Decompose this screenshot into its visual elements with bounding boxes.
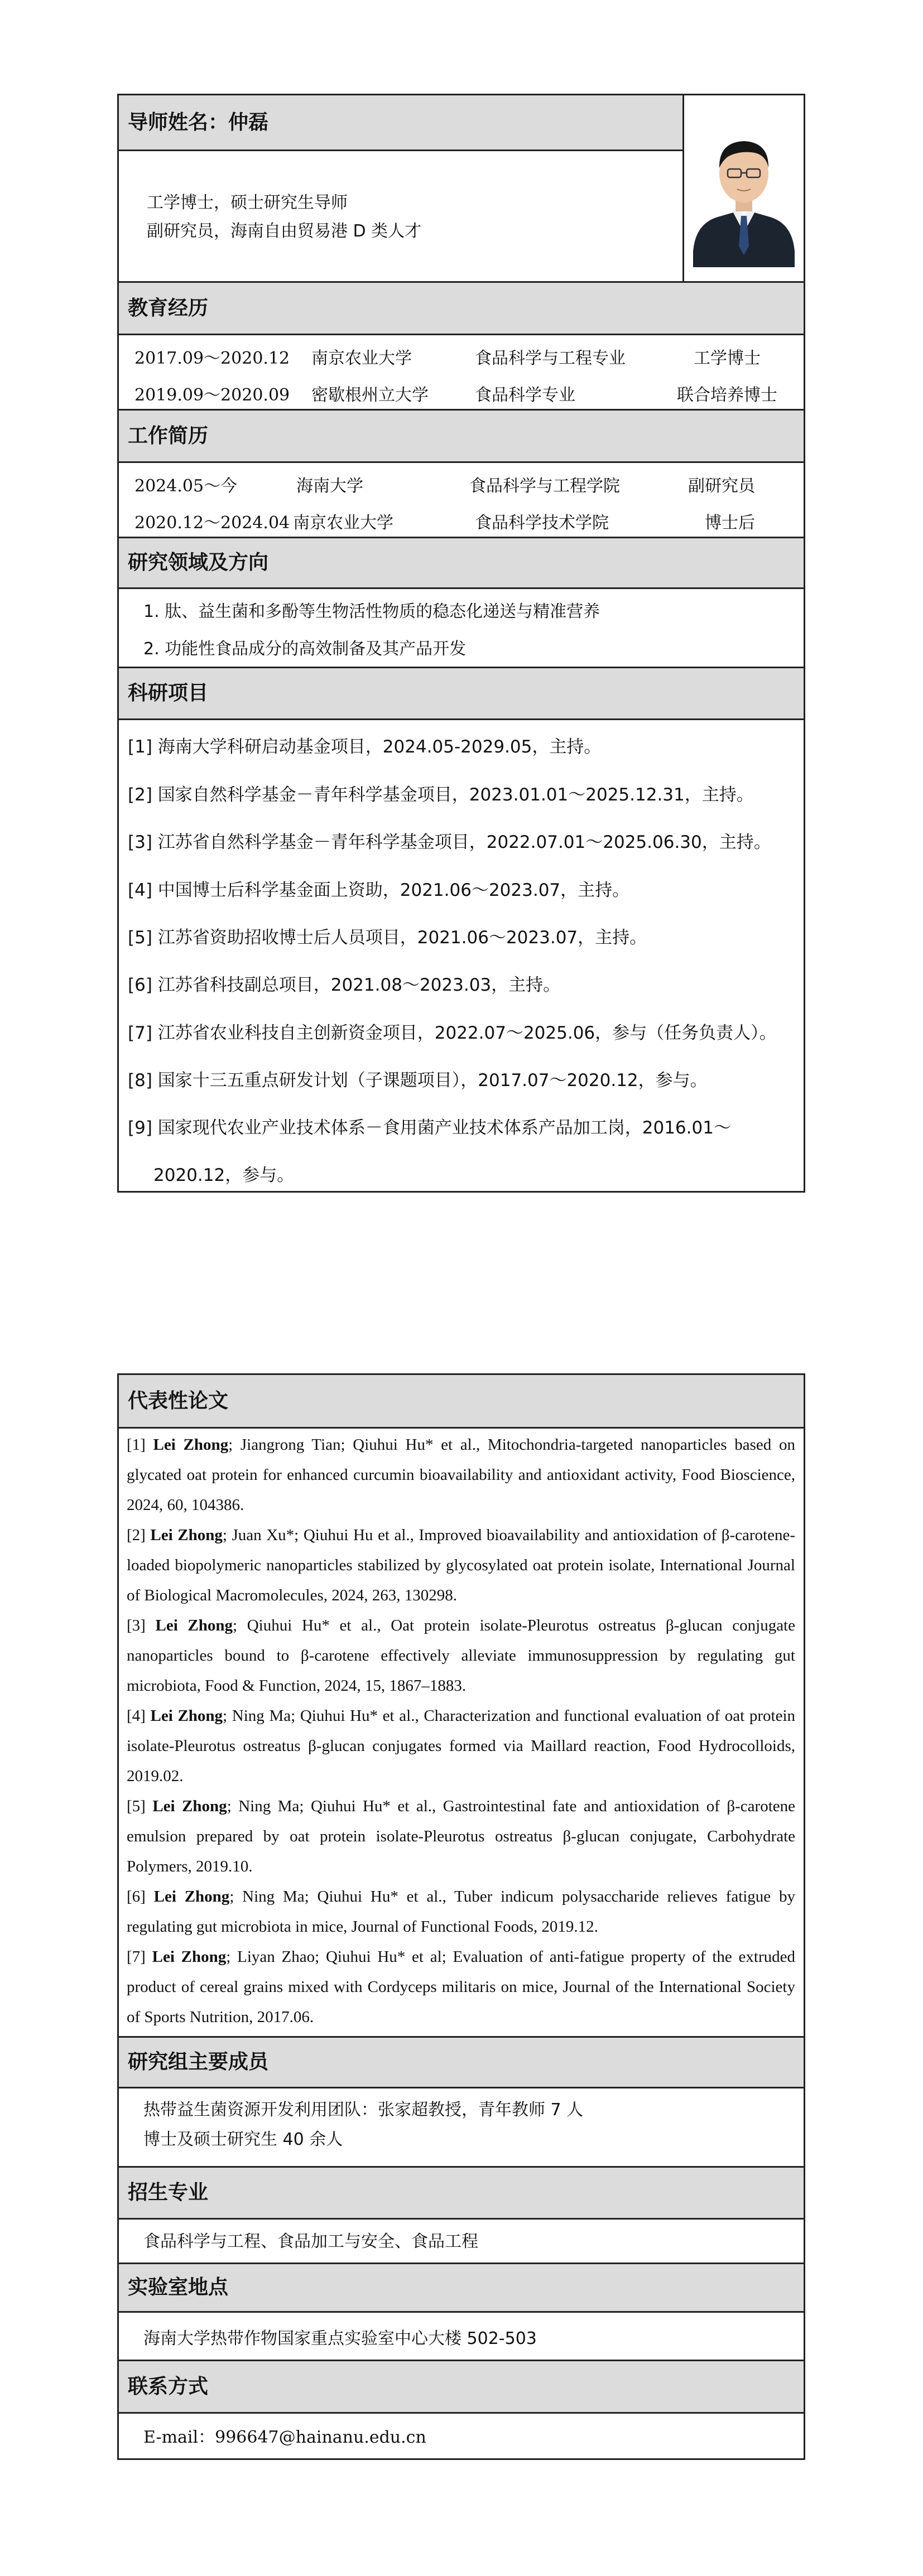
paper-item: [6] Lei Zhong; Ning Ma; Qiuhui Hu* et al., Tuber indicum polysaccharide relieves fatigue by regulating gut microbiota in mice, Journal of Functional Foods, 2019.12. — [127, 1888, 795, 1936]
work-position: 副研究员 — [688, 476, 755, 496]
cv-page-1 — [117, 94, 805, 1193]
work-employer: 南京农业大学 — [293, 513, 393, 533]
paper-item: [4] Lei Zhong; Ning Ma; Qiuhui Hu* et al., Characterization and functional evaluation of oat protein isolate-Pleurotus ostreatus β-glucan conjugates formed via Maillard reaction, Food Hydrocolloids, 2019.02. — [127, 1707, 795, 1785]
paper-item: [2] Lei Zhong; Juan Xu*; Qiuhui Hu et al., Improved bioavailability and antioxidation of β-carotene-loaded biopolymeric nanoparticles stabilized by glycosylated oat protein isolate, International Journal of Biological Macromolecules, 2024, 263, 130298. — [127, 1526, 795, 1604]
paper-author: Lei Zhong — [150, 1526, 223, 1544]
paper-item: [3] Lei Zhong; Qiuhui Hu* et al., Oat protein isolate-Pleurotus ostreatus β-glucan conjugate nanoparticles bound to β-carotene effectively alleviate immunosuppression by regulating gut microbiota, Food & Function, 2024, 15, 1867–1883. — [127, 1617, 795, 1695]
paper-item: [7] Lei Zhong; Liyan Zhao; Qiuhui Hu* et al; Evaluation of anti-fatigue property of the extruded product of cereal grains mixed with Cordyceps militaris on mice, Journal of the International Society of Sports Nutrition, 2017.06. — [127, 1948, 795, 2026]
team-line: 热带益生菌资源开发利用团队：张家超教授，青年教师 7 人 — [143, 2100, 584, 2120]
education-row — [119, 335, 804, 372]
research-item: 1. 肽、益生菌和多酚等生物活性物质的稳态化递送与精准营养 — [143, 602, 600, 621]
paper-author: Lei Zhong — [152, 1797, 227, 1815]
edu-period: 2017.09～2020.12 — [134, 349, 290, 368]
edu-major: 食品科学专业 — [475, 385, 575, 405]
work-row — [119, 463, 804, 500]
portrait-image — [684, 95, 804, 281]
edu-degree: 工学博士 — [694, 349, 761, 368]
cv-page-2 — [117, 1373, 805, 2460]
paper-author: Lei Zhong — [153, 1436, 229, 1454]
edu-school: 密歇根州立大学 — [311, 385, 429, 405]
projects-heading: 科研项目 — [119, 667, 804, 720]
paper-author: Lei Zhong — [150, 1707, 223, 1725]
work-period: 2020.12～2024.04 — [134, 513, 290, 533]
advisor-name-heading: 导师姓名：仲磊 — [119, 95, 682, 151]
title-line-2: 副研究员，海南自由贸易港 D 类人才 — [147, 221, 422, 241]
project-item: [5] 江苏省资助招收博士后人员项目，2021.06～2023.07，主持。 — [128, 928, 647, 948]
team-heading: 研究组主要成员 — [119, 2036, 804, 2088]
edu-school: 南京农业大学 — [311, 349, 412, 368]
edu-degree: 联合培养博士 — [677, 385, 777, 405]
work-period: 2024.05～今 — [134, 476, 238, 496]
project-item-continued: 2020.12，参与。 — [153, 1165, 295, 1185]
title-line-1: 工学博士，硕士研究生导师 — [147, 193, 348, 213]
contact-heading: 联系方式 — [119, 2360, 804, 2414]
papers-heading: 代表性论文 — [119, 1375, 804, 1429]
work-department: 食品科学技术学院 — [475, 513, 609, 533]
team-line: 博士及硕士研究生 40 余人 — [143, 2130, 343, 2149]
paper-author: Lei Zhong — [155, 1617, 233, 1634]
majors-text: 食品科学与工程、食品加工与安全、食品工程 — [143, 2232, 478, 2251]
lab-address: 海南大学热带作物国家重点实验室中心大楼 502-503 — [143, 2329, 537, 2348]
edu-major: 食品科学与工程专业 — [475, 349, 626, 368]
project-item: [7] 江苏省农业科技自主创新资金项目，2022.07～2025.06，参与（任务负责人）。 — [128, 1023, 777, 1043]
paper-author: Lei Zhong — [153, 1888, 230, 1906]
paper-author: Lei Zhong — [152, 1948, 227, 1966]
majors-heading: 招生专业 — [119, 2166, 804, 2220]
project-item: [9] 国家现代农业产业技术体系－食用菌产业技术体系产品加工岗，2016.01～ — [128, 1118, 731, 1138]
project-item: [4] 中国博士后科学基金面上资助，2021.06～2023.07，主持。 — [128, 880, 630, 900]
edu-period: 2019.09～2020.09 — [134, 385, 290, 405]
paper-item: [5] Lei Zhong; Ning Ma; Qiuhui Hu* et al., Gastrointestinal fate and antioxidation of β-carotene emulsion prepared by oat protein isolate-Pleurotus ostreatus β-glucan conjugate, Carbohydrate Polymers, 2019.10. — [127, 1797, 795, 1875]
work-department: 食品科学与工程学院 — [469, 476, 620, 496]
contact-email: E-mail：996647@hainanu.edu.cn — [143, 2428, 426, 2447]
project-item: [1] 海南大学科研启动基金项目，2024.05-2029.05，主持。 — [128, 737, 602, 757]
advisor-photo — [682, 95, 804, 281]
project-item: [8] 国家十三五重点研发计划（子课题项目），2017.07～2020.12，参与。 — [128, 1070, 708, 1091]
project-item: [3] 江苏省自然科学基金－青年科学基金项目，2022.07.01～2025.06.30，主持。 — [128, 832, 771, 852]
lab-heading: 实验室地点 — [119, 2263, 804, 2313]
project-item: [6] 江苏省科技副总项目，2021.08～2023.03，主持。 — [128, 975, 561, 995]
work-heading: 工作简历 — [119, 409, 804, 463]
education-row — [119, 372, 804, 409]
education-heading: 教育经历 — [119, 281, 804, 335]
work-position: 博士后 — [705, 513, 755, 533]
paper-item: [1] Lei Zhong; Jiangrong Tian; Qiuhui Hu* et al., Mitochondria-targeted nanoparticles based on glycated oat protein for enhanced curcumin bioavailability and antioxidant activity, Food Bioscience, 2024, 60, 104386. — [127, 1436, 795, 1514]
research-item: 2. 功能性食品成分的高效制备及其产品开发 — [143, 639, 467, 659]
research-heading: 研究领域及方向 — [119, 537, 804, 589]
project-item: [2] 国家自然科学基金－青年科学基金项目，2023.01.01～2025.12.31，主持。 — [128, 785, 754, 805]
advisor-titles — [119, 151, 682, 281]
work-row — [119, 500, 804, 537]
work-employer: 海南大学 — [296, 476, 363, 496]
